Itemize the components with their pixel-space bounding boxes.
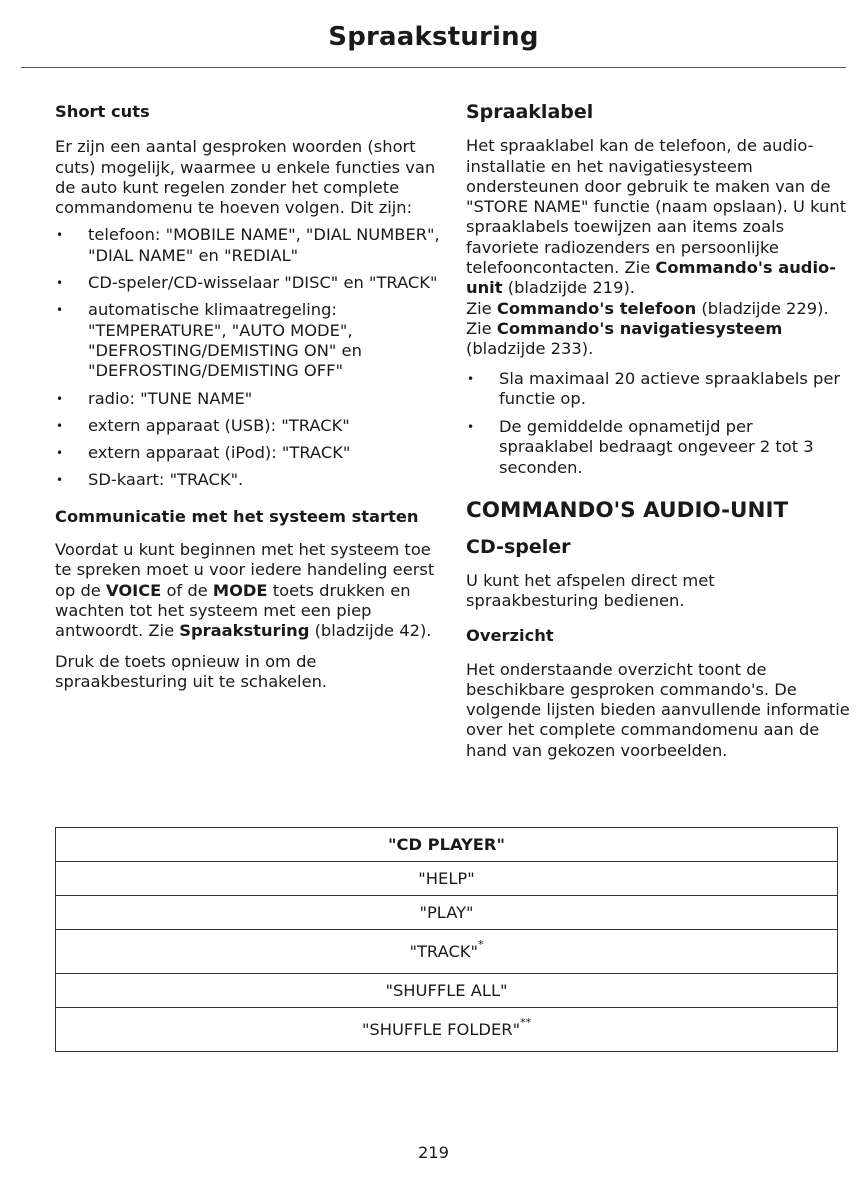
- table-cell: [56, 1008, 838, 1052]
- command-text: "TRACK": [409, 942, 478, 961]
- table-row: [56, 930, 838, 974]
- text-span: toets drukken en wachten tot het systeem met een piep antwoordt. Zie: [55, 580, 411, 641]
- table-cell: [56, 930, 838, 974]
- text-span: (bladzijde 229).: [696, 298, 829, 318]
- list-item: • radio: "TUNE NAME": [55, 389, 440, 409]
- short-cuts-intro: Er zijn een aantal gesproken woorden (short cuts) mogelijk, waarmee u enkele functies van de auto kunt regelen zonder het complete commandomenu te hoeven volgen. Dit zijn:: [55, 137, 436, 218]
- text-span: Voordat u kunt beginnen met het systeem toe te spreken moet u voor iedere handeling eerst op de: [55, 540, 435, 600]
- text-span: of de: [161, 580, 213, 600]
- title-rule: [21, 67, 846, 68]
- page-number: 219: [417, 1143, 450, 1162]
- list-item: • SD-kaart: "TRACK".: [55, 470, 440, 490]
- communicatie-paragraph: [55, 540, 440, 641]
- command-text: "PLAY": [419, 903, 474, 922]
- navigatie-link[interactable]: Commando's navigatiesysteem: [496, 318, 783, 338]
- telefoon-link[interactable]: Commando's telefoon: [496, 298, 697, 318]
- list-item: • De gemiddelde opnametijd per spraaklabel bedraagt ongeveer 2 tot 3 seconden.: [466, 417, 851, 478]
- short-cuts-list: [55, 225, 440, 490]
- command-text: "SHUFFLE FOLDER": [361, 1020, 521, 1039]
- left-column: [55, 102, 440, 692]
- table-cell: [56, 896, 838, 930]
- text-span: (bladzijde 219).: [502, 278, 635, 298]
- table-cell: [56, 862, 838, 896]
- text-span: (bladzijde 42).: [309, 621, 432, 641]
- command-text: "HELP": [418, 869, 475, 888]
- list-item: • automatische klimaatregeling: "TEMPERATURE", "AUTO MODE", "DEFROSTING/DEMISTING ON" en "DEFROSTING/DEMISTING OFF": [55, 300, 440, 381]
- audio-unit-link[interactable]: Commando's audio-unit: [466, 258, 836, 298]
- list-item: • telefoon: "MOBILE NAME", "DIAL NUMBER", "DIAL NAME" en "REDIAL": [55, 225, 440, 266]
- table-row: [56, 974, 838, 1008]
- overzicht-paragraph: Het onderstaande overzicht toont de beschikbare gesproken commando's. De volgende lijsten bieden aanvullende informatie over het complete commandomenu aan de hand van gekozen voorbeelden.: [466, 659, 850, 760]
- table-cell: [56, 974, 838, 1008]
- list-item: • CD-speler/CD-wisselaar "DISC" en "TRACK": [55, 273, 440, 293]
- cd-speler-paragraph: U kunt het afspelen direct met spraakbesturing bedienen.: [466, 570, 715, 610]
- spraaklabel-paragraph: [466, 136, 851, 359]
- page-title: Spraaksturing: [328, 22, 539, 52]
- list-item: • extern apparaat (iPod): "TRACK": [55, 443, 440, 463]
- spraaksturing-link[interactable]: Spraaksturing: [179, 621, 310, 641]
- text-span: (bladzijde 233).: [466, 339, 594, 359]
- voice-key: VOICE: [106, 580, 162, 600]
- spraaklabel-heading: Spraaklabel: [466, 101, 594, 123]
- table-row: [56, 1008, 838, 1052]
- overzicht-heading: Overzicht: [466, 626, 554, 646]
- mode-key: MODE: [212, 580, 268, 600]
- text-span: Zie: [466, 318, 497, 338]
- right-column: [466, 102, 851, 761]
- table-row: [56, 896, 838, 930]
- text-span: Zie: [466, 298, 497, 318]
- spraaklabel-list: [466, 369, 851, 478]
- cd-player-commands-table: [55, 827, 838, 1052]
- cd-speler-heading: CD-speler: [466, 536, 571, 559]
- list-item: • Sla maximaal 20 actieve spraaklabels per functie op.: [466, 369, 851, 410]
- short-cuts-heading: Short cuts: [55, 102, 150, 121]
- footnote-mark: *: [477, 938, 484, 951]
- text-span: Het spraaklabel kan de telefoon, de audio-installatie en het navigatiesysteem ondersteunen door gebruik te maken van de "STORE NAME" functie (naam opslaan). U kunt spraaklabels toewijzen aan items zoals favoriete radiozenders en persoonlijke telefooncontacten. Zie: [466, 136, 847, 278]
- audio-unit-heading: COMMANDO'S AUDIO-UNIT: [466, 498, 789, 524]
- table-header-cell: "CD PLAYER": [56, 828, 838, 862]
- communicatie-heading: Communicatie met het systeem starten: [55, 506, 419, 526]
- footnote-mark: **: [520, 1016, 532, 1029]
- table-row: [56, 862, 838, 896]
- communicatie-paragraph-2: Druk de toets opnieuw in om de spraakbesturing uit te schakelen.: [55, 651, 328, 691]
- command-text: "SHUFFLE ALL": [385, 981, 508, 1000]
- list-item: • extern apparaat (USB): "TRACK": [55, 416, 440, 436]
- table-header-row: [56, 828, 838, 862]
